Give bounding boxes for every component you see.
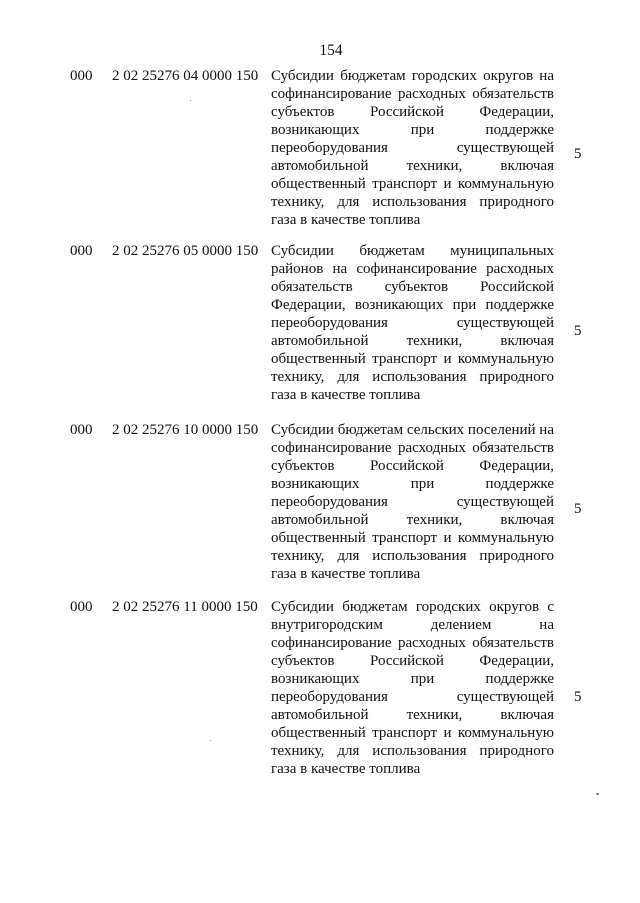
description-line: возникающих при поддержке (271, 476, 554, 492)
description-line: субъектов Российской Федерации, (271, 104, 554, 120)
description-line: газа в качестве топлива (271, 761, 421, 777)
description-line: субъектов Российской Федерации, (271, 458, 554, 474)
description-line: районов на софинансирование расходных (271, 261, 554, 277)
description-line: переоборудования существующей (271, 140, 554, 156)
description-line: общественный транспорт и коммунальную (271, 351, 554, 367)
description-line: Субсидии бюджетам городских округов с (271, 599, 554, 615)
admin-code: 000 (70, 599, 93, 615)
description-line: переоборудования существующей (271, 494, 554, 510)
description-line: возникающих при поддержке (271, 122, 554, 138)
description-line: газа в качестве топлива (271, 387, 421, 403)
description-line: переоборудования существующей (271, 315, 554, 331)
row-value: 5 (574, 689, 582, 705)
description-line: автомобильной техники, включая (271, 158, 554, 174)
budget-classification-code: 2 02 25276 04 0000 150 (112, 68, 259, 84)
description-line: технику, для использования природного (271, 369, 554, 385)
budget-classification-code: 2 02 25276 11 0000 150 (112, 599, 258, 615)
description-line: автомобильной техники, включая (271, 707, 554, 723)
description-line: технику, для использования природного (271, 194, 554, 210)
admin-code: 000 (70, 68, 93, 84)
budget-classification-code: 2 02 25276 10 0000 150 (112, 422, 259, 438)
page-number: 154 (319, 42, 343, 59)
row-description (271, 242, 554, 404)
row-description (271, 421, 554, 583)
description-line: внутригородским делением на (271, 617, 554, 633)
row-value: 5 (574, 146, 582, 162)
description-line: автомобильной техники, включая (271, 333, 554, 349)
scan-speck (596, 793, 599, 795)
description-line: общественный транспорт и коммунальную (271, 176, 554, 192)
description-line: Федерации, возникающих при поддержке (271, 297, 554, 313)
admin-code: 000 (70, 422, 93, 438)
description-line: Субсидии бюджетам муниципальных (271, 243, 554, 259)
description-line: общественный транспорт и коммунальную (271, 530, 554, 546)
row-value: 5 (574, 323, 582, 339)
description-line: возникающих при поддержке (271, 671, 554, 687)
scan-speck (210, 740, 211, 741)
description-line: обязательств субъектов Российской (271, 279, 554, 295)
row-description (271, 67, 554, 229)
description-line: газа в качестве топлива (271, 566, 421, 582)
description-line: автомобильной техники, включая (271, 512, 554, 528)
row-description (271, 598, 554, 778)
row-value: 5 (574, 501, 582, 517)
description-line: переоборудования существующей (271, 689, 554, 705)
budget-classification-code: 2 02 25276 05 0000 150 (112, 243, 259, 259)
scan-speck (190, 100, 191, 101)
description-line: технику, для использования природного (271, 743, 554, 759)
description-line: общественный транспорт и коммунальную (271, 725, 554, 741)
description-line: софинансирование расходных обязательств (271, 635, 554, 651)
description-line: софинансирование расходных обязательств (271, 86, 554, 102)
description-line: софинансирование расходных обязательств (271, 440, 554, 456)
admin-code: 000 (70, 243, 93, 259)
description-line: технику, для использования природного (271, 548, 554, 564)
description-line: газа в качестве топлива (271, 212, 421, 228)
description-line: Субсидии бюджетам сельских поселений на (271, 422, 554, 438)
description-line: субъектов Российской Федерации, (271, 653, 554, 669)
description-line: Субсидии бюджетам городских округов на (271, 68, 554, 84)
